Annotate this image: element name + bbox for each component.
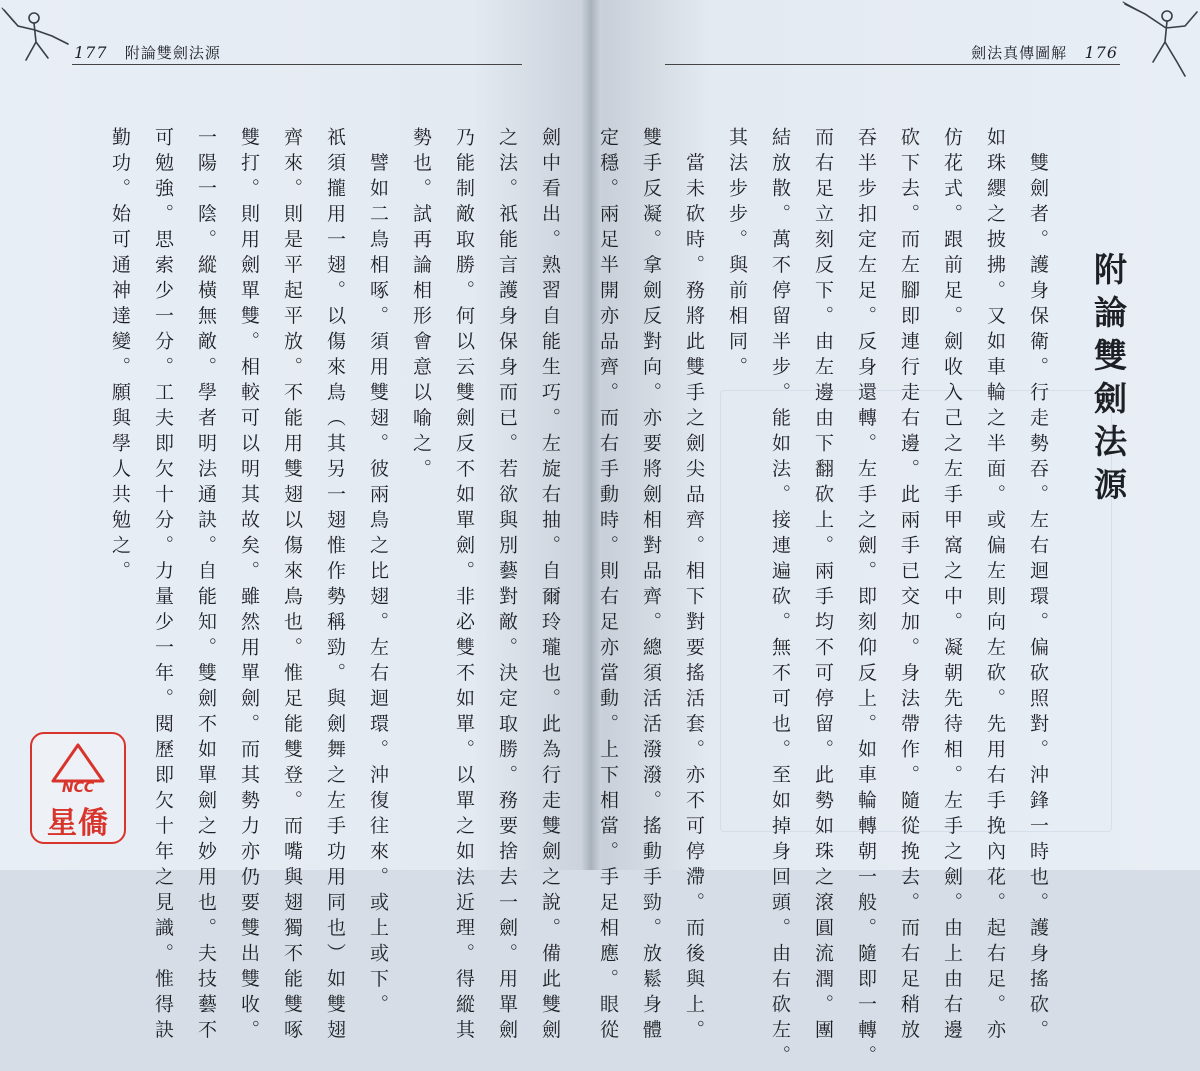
right-column-10: 雙手反凝。拿劍反對向。亦要將劍相對品齊。總須活活潑潑。搖動手勁。放鬆身體	[640, 127, 662, 1045]
right-running-header	[971, 42, 1118, 63]
ncc-triangle-logo-icon	[50, 742, 106, 784]
stamp-name: 星僑	[47, 806, 109, 841]
left-page-number: 177	[74, 43, 108, 62]
left-column-9: 一陽一陰。縱橫無敵。學者明法通訣。自能知。雙劍不如單劍之妙用也。夫技藝不	[195, 127, 217, 1045]
right-column-2: 如珠纓之披拂。又如車輪之半面。或偏左則向左砍。先用右手挽內花。起右足。亦	[984, 127, 1006, 1045]
left-column-6: 祇須攏用一翅。以傷來鳥（其另一翅惟作勢稱勁。與劍舞之左手功用同也）如雙翅	[324, 127, 346, 1045]
left-column-11: 勤功。始可通神達變。願與學人共勉之。	[109, 127, 131, 586]
left-column-1: 劍中看出。熟習自能生巧。左旋右抽。自爾玲瓏也。此為行走雙劍之說。備此雙劍	[539, 127, 561, 1045]
section-heading: 附論雙劍法源	[1089, 252, 1128, 510]
left-column-8: 雙打。則用劍單雙。相較可以明其故矣。雖然用單劍。而其勢力亦仍要雙出雙收。	[238, 127, 260, 1045]
right-column-11: 定穩。兩足半開亦品齊。而右手動時。則右足亦當動。上下相當。手足相應。眼從	[597, 127, 619, 1045]
right-column-3: 仿花式。跟前足。劍收入己之左手甲窩之中。凝朝先待相。左手之劍。由上由右邊	[941, 127, 963, 1045]
left-column-10: 可勉強。思索少一分。工夫即欠十分。力量少一年。閱歷即欠十年之見識。惟得訣	[152, 127, 174, 1045]
right-header-rule	[665, 64, 1120, 65]
right-column-9: 當未砍時。務將此雙手之劍尖品齊。相下對要搖活套。亦不可停滯。而後與上。	[683, 127, 705, 1045]
right-column-7: 結放散。萬不停留半步。能如法。接連遍砍。無不可也。至如掉身回頭。由右砍左。	[769, 127, 791, 1071]
left-header-rule	[72, 64, 522, 65]
right-column-8: 其法步步。與前相同。	[726, 127, 748, 382]
right-page-number: 176	[1084, 43, 1118, 62]
right-column-4: 砍下去。而左腳即連行走右邊。此兩手已交加。身法帶作。隨從挽去。而右足稍放	[898, 127, 920, 1045]
swordsman-figure-icon	[0, 0, 75, 75]
left-column-7: 齊來。則是平起平放。不能用雙翅以傷來鳥也。惟足能雙登。而嘴與翅獨不能雙啄	[281, 127, 303, 1045]
left-column-3: 乃能制敵取勝。何以云雙劍反不如單劍。非必雙不如單。以單之如法近理。得縱其	[453, 127, 475, 1045]
right-column-1: 雙劍者。護身保衛。行走勢吞。左右迴環。偏砍照對。沖鋒一時也。護身搖砍。	[1027, 127, 1049, 1045]
right-column-6: 而右足立刻反下。由左邊由下翻砍上。兩手均不可停留。此勢如珠之滾圓流潤。團	[812, 127, 834, 1045]
swordsman-figure-icon	[1115, 0, 1200, 85]
left-column-5: 譬如二鳥相啄。須用雙翅。彼兩鳥之比翅。左右迴環。沖復往來。或上或下。	[367, 127, 389, 1020]
stamp-logo-text: NCC	[61, 780, 95, 796]
left-column-2: 之法。祇能言護身保身而已。若欲與別藝對敵。決定取勝。務要捨去一劍。用單劍	[496, 127, 518, 1045]
left-running-header	[74, 42, 221, 63]
right-column-5: 吞半步扣定左足。反身還轉。左手之劍。即刻仰反上。如車輪轉朝一般。隨即一轉。	[855, 127, 877, 1071]
right-header-title: 劍法真傳圖解	[971, 44, 1068, 62]
left-header-title: 附論雙劍法源	[124, 44, 221, 62]
left-column-4: 勢也。試再論相形會意以喻之。	[410, 127, 432, 484]
ncc-stamp	[30, 732, 126, 844]
